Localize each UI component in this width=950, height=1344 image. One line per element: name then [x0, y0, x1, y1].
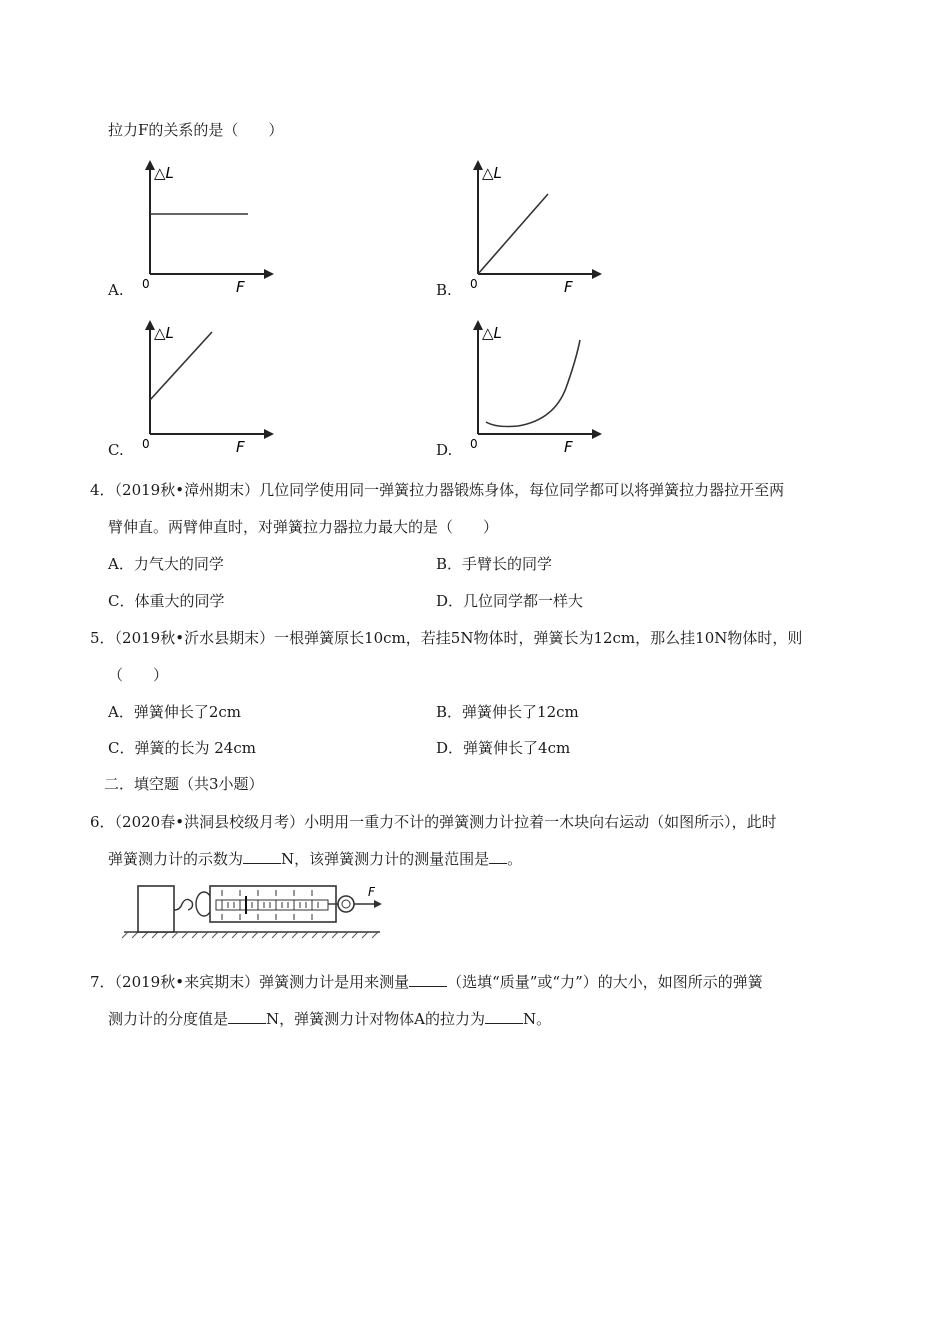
origin-label: 0: [470, 437, 478, 451]
answer-blank[interactable]: [489, 849, 507, 864]
pull-ring-inner: [342, 900, 350, 908]
graph-b-line: [478, 194, 548, 274]
q7-text-b: （选填“质量”或“力”）的大小，如图所示的弹簧: [447, 973, 763, 991]
q7-text-a: 7．（2019秋•来宾期末）弹簧测力计是用来测量: [90, 973, 410, 991]
y-axis-label: △L: [482, 164, 502, 182]
q4-option-b: B．手臂长的同学: [436, 555, 553, 573]
wooden-block: [138, 886, 174, 932]
x-axis-label: F: [564, 438, 573, 456]
q4-option-a: A．力气大的同学: [108, 555, 224, 573]
graph-option-d: [436, 318, 606, 458]
q4-option-d: D．几位同学都一样大: [436, 592, 584, 610]
q6-text-a: 弹簧测力计的示数为: [108, 850, 244, 868]
q7-text-e: N。: [522, 1010, 552, 1028]
graph-option-b: [436, 158, 606, 298]
section-heading-fill-in: 二．填空题（共3小题）: [104, 775, 264, 793]
q6-text-b: N，该弹簧测力计的测量范围是: [281, 850, 490, 868]
q5-option-d: D．弹簧伸长了4cm: [436, 739, 571, 757]
scale-housing: [210, 886, 336, 922]
x-axis-arrow: [592, 429, 602, 439]
graph-a-option-label: A.: [108, 281, 124, 299]
q5-stem-line1: 5．（2019秋•沂水县期末）一根弹簧原长10cm，若挂5N物体时，弹簧长为12cm，那么挂10N物体时，则: [90, 629, 803, 647]
origin-label: 0: [142, 437, 150, 451]
hook: [174, 899, 193, 910]
q5-stem-line2: （ ）: [108, 666, 169, 684]
y-axis-label: △L: [154, 324, 174, 342]
graph-c-svg: [108, 318, 278, 458]
graph-c-line: [150, 332, 212, 400]
question-intro-line: 拉力F的关系的是（ ）: [108, 121, 284, 139]
force-arrow-head: [374, 900, 382, 908]
x-axis-arrow: [264, 269, 274, 279]
x-axis-arrow: [264, 429, 274, 439]
graph-option-a: [108, 158, 278, 298]
graph-b-svg: [436, 158, 606, 298]
spring-scale-figure: [122, 880, 384, 940]
q5-option-c: C．弹簧的长为 24cm: [108, 739, 256, 757]
q4-stem-line2: 臂伸直。两臂伸直时，对弹簧拉力器拉力最大的是（ ）: [108, 518, 499, 536]
pull-ring: [338, 896, 354, 912]
origin-label: 0: [470, 277, 478, 291]
graph-b-option-label: B.: [436, 281, 452, 299]
answer-blank[interactable]: [228, 1009, 266, 1024]
q7-stem-line2: [108, 1009, 551, 1029]
q6-stem-line2: [108, 849, 522, 869]
x-axis-label: F: [236, 278, 245, 296]
answer-blank[interactable]: [409, 972, 447, 987]
q4-option-c: C．体重大的同学: [108, 592, 225, 610]
q5-option-a: A．弹簧伸长了2cm: [108, 703, 242, 721]
q7-text-c: 测力计的分度值是: [108, 1010, 229, 1028]
q7-stem-line1: [90, 972, 763, 992]
q6-stem-line1: 6．（2020春•洪洞县校级月考）小明用一重力不计的弹簧测力计拉着一木块向右运动（如图所示），此时: [90, 813, 777, 831]
graph-option-c: [108, 318, 278, 458]
x-axis-arrow: [592, 269, 602, 279]
y-axis-label: △L: [482, 324, 502, 342]
force-label: F: [368, 885, 375, 899]
answer-blank[interactable]: [485, 1009, 523, 1024]
origin-label: 0: [142, 277, 150, 291]
q6-text-c: 。: [507, 850, 523, 868]
graph-d-option-label: D.: [436, 441, 453, 459]
y-axis-label: △L: [154, 164, 174, 182]
q7-text-d: N，弹簧测力计对物体A的拉力为: [266, 1010, 485, 1028]
graph-d-curve: [486, 340, 580, 427]
q5-option-b: B．弹簧伸长了12cm: [436, 703, 579, 721]
x-axis-label: F: [564, 278, 573, 296]
x-axis-label: F: [236, 438, 245, 456]
ground-hatch: [122, 932, 378, 938]
graph-a-svg: [108, 158, 278, 298]
spring-scale-svg: [122, 880, 384, 940]
q4-stem-line1: 4．（2019秋•漳州期末）几位同学使用同一弹簧拉力器锻炼身体，每位同学都可以将弹簧拉力器拉开至两: [90, 481, 785, 499]
graph-c-option-label: C.: [108, 441, 124, 459]
graph-d-svg: [436, 318, 606, 458]
answer-blank[interactable]: [243, 849, 281, 864]
